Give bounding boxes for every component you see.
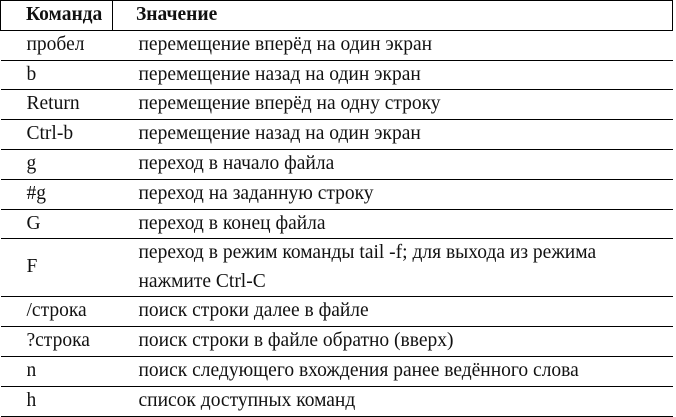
table-row <box>1 386 673 416</box>
meaning-cell: переход в режим команды tail -f; для выхода из режима нажмите Ctrl-C <box>113 239 673 297</box>
table-row <box>1 209 673 239</box>
table-row <box>1 356 673 386</box>
command-cell: h <box>1 386 113 416</box>
command-cell: F <box>1 239 113 297</box>
command-cell: g <box>1 149 113 179</box>
meaning-cell: перемещение вперёд на один экран <box>113 30 673 60</box>
table-header <box>1 1 673 31</box>
table-row <box>1 327 673 357</box>
command-cell: n <box>1 356 113 386</box>
command-cell: /строка <box>1 297 113 327</box>
table-row <box>1 149 673 179</box>
meaning-cell: переход в начало файла <box>113 149 673 179</box>
meaning-cell: поиск строки далее в файле <box>113 297 673 327</box>
table-row <box>1 179 673 209</box>
header-row <box>1 1 673 31</box>
table-row <box>1 239 673 297</box>
meaning-cell: перемещение вперёд на одну строку <box>113 90 673 120</box>
command-cell: #g <box>1 179 113 209</box>
meaning-cell: поиск следующего вхождения ранее ведённого слова <box>113 356 673 386</box>
command-cell: ?строка <box>1 327 113 357</box>
table-row <box>1 30 673 60</box>
column-header-meaning: Значение <box>113 1 673 31</box>
command-cell: Return <box>1 90 113 120</box>
command-cell: b <box>1 60 113 90</box>
command-cell: Ctrl-b <box>1 120 113 150</box>
table-row <box>1 90 673 120</box>
command-cell: пробел <box>1 30 113 60</box>
meaning-cell: список доступных команд <box>113 386 673 416</box>
meaning-cell: перемещение назад на один экран <box>113 60 673 90</box>
column-header-command: Команда <box>1 1 113 31</box>
table-row <box>1 297 673 327</box>
meaning-cell: перемещение назад на один экран <box>113 120 673 150</box>
meaning-cell: поиск строки в файле обратно (вверх) <box>113 327 673 357</box>
table-body <box>1 30 673 416</box>
meaning-cell: переход в конец файла <box>113 209 673 239</box>
table-row <box>1 120 673 150</box>
command-cell: G <box>1 209 113 239</box>
table-row <box>1 60 673 90</box>
meaning-cell: переход на заданную строку <box>113 179 673 209</box>
